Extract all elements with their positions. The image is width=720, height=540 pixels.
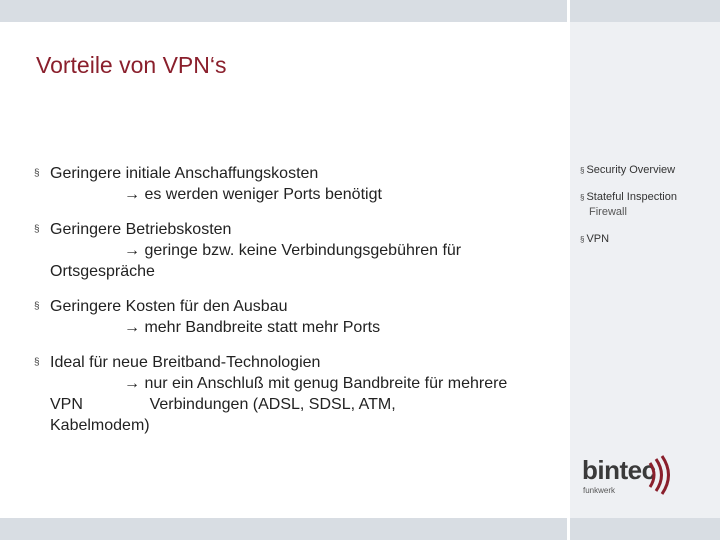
bottom-band [0,518,720,540]
signal-waves-icon [646,455,676,499]
nav-item-label: VPN [586,233,610,245]
bullet-subline: Kabelmodem) [50,417,150,434]
bullet-marker: § [34,224,40,235]
bullet-line: Geringere Betriebskosten [50,221,232,238]
bullet-marker: § [34,357,40,368]
section-nav [580,163,715,259]
nav-item-security-overview[interactable] [580,163,715,178]
nav-bullet-marker: § [580,235,585,244]
nav-bullet-marker: § [580,193,585,202]
bullet-item [34,296,559,338]
logo-wordmark: bintec [582,455,656,485]
bullet-subline: → nur ein Anschluß mit genug Bandbreite für mehrere [124,375,508,392]
bullet-marker: § [34,301,40,312]
logo-subtext: funkwerk [583,486,616,495]
nav-item-label: Stateful Inspection [586,191,677,203]
bullet-line: Geringere Kosten für den Ausbau [50,298,288,315]
bullet-subline: VPN Verbindungen (ADSL, SDSL, ATM, [50,396,396,413]
bullet-subline: Ortsgespräche [50,263,155,280]
bullet-subline: → geringe bzw. keine Verbindungsgebühren für [124,242,462,259]
bullet-item [34,219,559,282]
nav-item-label: Security Overview [586,164,676,176]
bullet-item [34,352,559,436]
band-divider [567,518,570,540]
bullet-line: Ideal für neue Breitband-Technologien [50,354,321,371]
bullet-line: Geringere initiale Anschaffungskosten [50,165,319,182]
bullet-subline: → mehr Bandbreite statt mehr Ports [124,319,381,336]
bullet-subline: → es werden weniger Ports benötigt [124,186,382,203]
bullet-item [34,163,559,205]
nav-item-sublabel: Firewall [589,206,627,218]
band-divider [567,0,570,22]
nav-item-vpn[interactable] [580,232,715,247]
sidebar-panel [570,22,720,518]
bullet-list [34,163,559,448]
nav-item-stateful-inspection[interactable] [580,190,715,220]
slide-title: Vorteile von VPN‘s [36,52,227,78]
bintec-logo [582,455,682,499]
bullet-marker: § [34,168,40,179]
nav-bullet-marker: § [580,166,585,175]
top-band [0,0,720,22]
